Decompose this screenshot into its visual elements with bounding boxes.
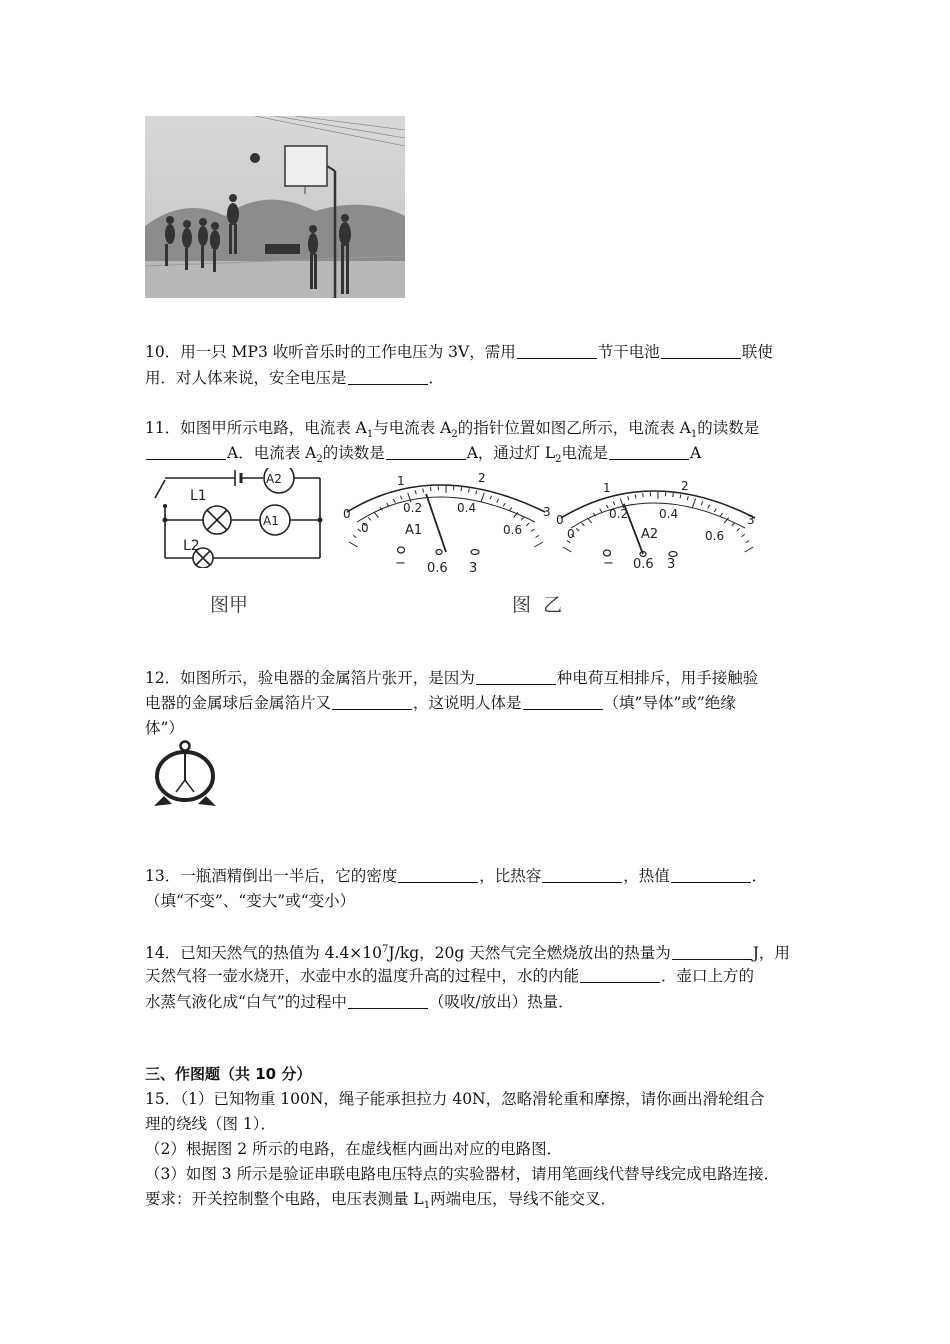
m1-b0: 0 bbox=[343, 507, 351, 521]
meter-tick bbox=[400, 496, 402, 500]
q14-sup: 7 bbox=[382, 944, 389, 955]
label-l2: L2 bbox=[183, 538, 200, 554]
q14-text-d: 天然气将一壶水烧开，水壶中水的温度升高的过程中，水的内能 bbox=[145, 967, 580, 985]
q12-blank-1[interactable] bbox=[476, 667, 556, 685]
q13-blank-3[interactable] bbox=[671, 865, 751, 883]
q10-blank-3[interactable] bbox=[348, 367, 428, 385]
q11-text-f: 的读数是 bbox=[322, 444, 385, 462]
meter-tick bbox=[536, 535, 539, 537]
q14-text-g: （吸收/放出）热量． bbox=[428, 993, 574, 1011]
ammeter-a2-dial bbox=[555, 474, 765, 584]
electroscope-figure bbox=[150, 738, 220, 810]
m1-b1: 1 bbox=[397, 474, 405, 488]
label-a2: A2 bbox=[266, 472, 282, 486]
q14-line2 bbox=[145, 964, 754, 988]
m1-b2: 2 bbox=[478, 471, 486, 485]
meter-tick bbox=[673, 493, 674, 497]
label-a1: A1 bbox=[263, 514, 279, 528]
meter-tick bbox=[349, 542, 358, 547]
meter-tick bbox=[534, 542, 543, 547]
q12-blank-3[interactable] bbox=[523, 692, 603, 710]
meter-tick bbox=[415, 490, 416, 494]
q11-text-d: 的读数是 bbox=[697, 419, 760, 437]
caption-yi: 图 乙 bbox=[512, 594, 563, 616]
q15-line4: （3）如图 3 所示是验证串联电路电压特点的实验器材，请用笔画线代替导线完成电路连接． bbox=[145, 1165, 780, 1183]
q11-text-e: A．电流表 A bbox=[227, 444, 317, 462]
m2-b0: 0 bbox=[556, 513, 564, 527]
meter-tick bbox=[526, 523, 529, 526]
q15-sub: 1 bbox=[423, 1200, 431, 1212]
q15-line1: 15．（1）已知物重 100N，绳子能承担拉力 40N，忽略滑轮重和摩擦，请你画出滑轮组合 bbox=[145, 1090, 765, 1108]
q15-text-b: 两端电压，导线不能交叉． bbox=[430, 1190, 617, 1208]
meter-tick bbox=[708, 505, 710, 509]
meter-tick bbox=[745, 547, 754, 552]
q14-blank-3[interactable] bbox=[348, 991, 428, 1009]
q13-text-c: ，热值 bbox=[623, 867, 670, 885]
q11-blank-3[interactable] bbox=[609, 442, 689, 460]
meter1-needle bbox=[426, 494, 446, 552]
m1-term2: 3 bbox=[469, 561, 478, 576]
meter-tick bbox=[563, 547, 572, 552]
label-l1: L1 bbox=[190, 488, 207, 504]
m2-term1: 0.6 bbox=[633, 557, 654, 572]
q11-sub-1: 1 bbox=[366, 429, 374, 441]
q11-blank-1[interactable] bbox=[146, 442, 226, 460]
meter-tick bbox=[393, 499, 395, 503]
q11-sub-3: 1 bbox=[690, 429, 698, 441]
meter-tick bbox=[497, 499, 499, 503]
m1-t02: 0.2 bbox=[403, 501, 423, 515]
q13-line2: （填“不变”、“变大”或“变小） bbox=[145, 892, 356, 910]
m1-b3: 3 bbox=[543, 505, 551, 519]
meter-tick bbox=[481, 493, 484, 502]
q14-blank-1[interactable] bbox=[672, 942, 752, 960]
m2-b3: 3 bbox=[747, 513, 755, 527]
q15-text-a: 要求：开关控制整个电路，电压表测量 L bbox=[145, 1190, 424, 1208]
meter-tick bbox=[374, 512, 378, 517]
meter-tick bbox=[503, 503, 505, 506]
m2-t04: 0.4 bbox=[659, 507, 679, 521]
m1-t06: 0.6 bbox=[503, 523, 523, 537]
meter-tick bbox=[680, 494, 681, 498]
m2-b2: 2 bbox=[681, 479, 689, 493]
q10-text-c: 联使 bbox=[741, 343, 773, 361]
meter-tick bbox=[720, 513, 722, 516]
q14-blank-2[interactable] bbox=[580, 965, 660, 983]
m1-t0: 0 bbox=[361, 521, 369, 535]
meter-tick bbox=[387, 503, 389, 506]
q11-text-a: 11．如图甲所示电路，电流表 A bbox=[145, 419, 367, 437]
q14-line3 bbox=[145, 990, 574, 1014]
meter-tick bbox=[732, 523, 735, 526]
meter-tick bbox=[628, 496, 629, 500]
meter-tick bbox=[521, 517, 524, 520]
q10-text-b: 节干电池 bbox=[597, 343, 660, 361]
q14-text-f: 水蒸气液化成“白气”的过程中 bbox=[145, 993, 347, 1011]
m2-b1: 1 bbox=[603, 481, 611, 495]
q12-blank-2[interactable] bbox=[332, 692, 412, 710]
q14-text-a: 14．已知天然气的热值为 4.4×10 bbox=[145, 944, 383, 963]
meter-tick bbox=[423, 488, 424, 492]
q10-blank-2[interactable] bbox=[661, 341, 741, 359]
m1-t04: 0.4 bbox=[457, 501, 477, 515]
q10-line1 bbox=[145, 340, 773, 364]
q10-text-a: 10．用一只 MP3 收听音乐时的工作电压为 3V，需用 bbox=[145, 343, 516, 361]
q13-text-a: 13．一瓶酒精倒出一半后，它的密度 bbox=[145, 867, 398, 885]
m2-minus: − bbox=[603, 556, 614, 571]
q10-line2 bbox=[145, 366, 444, 390]
q11-sub-5: 2 bbox=[555, 454, 562, 466]
m2-t0: 0 bbox=[567, 527, 575, 541]
q11-text-b: 与电流表 A bbox=[373, 419, 452, 437]
q14-text-e: ．壶口上方的 bbox=[661, 967, 755, 985]
meter-tick bbox=[576, 528, 579, 531]
q12-text-c: 电器的金属球后金属箔片又 bbox=[145, 694, 332, 712]
meter-tick bbox=[353, 535, 356, 537]
meter-tick bbox=[490, 496, 492, 500]
basketball-photo bbox=[145, 116, 405, 298]
q11-blank-2[interactable] bbox=[386, 442, 466, 460]
meter-tick bbox=[643, 493, 644, 497]
m2-name: A2 bbox=[641, 527, 659, 542]
q11-sub-4: 2 bbox=[316, 454, 323, 466]
meter-tick bbox=[587, 518, 591, 523]
q13-text-d: ． bbox=[751, 867, 768, 885]
meter-tick bbox=[613, 502, 615, 506]
q13-blank-2[interactable] bbox=[542, 865, 622, 883]
meter-tick bbox=[606, 505, 608, 509]
meter-tick bbox=[635, 494, 636, 498]
q10-blank-1[interactable] bbox=[517, 341, 597, 359]
m1-name: A1 bbox=[405, 523, 423, 538]
m1-minus: − bbox=[395, 556, 406, 571]
q13-text-b: ，比热容 bbox=[479, 867, 542, 885]
m1-term1: 0.6 bbox=[427, 561, 448, 576]
meter-tick bbox=[742, 534, 745, 536]
q13-line1 bbox=[145, 864, 767, 888]
q11-text-g: A，通过灯 L bbox=[466, 444, 556, 462]
ammeter-a1-dial bbox=[335, 470, 560, 580]
q12-line2 bbox=[145, 691, 736, 715]
q14-line1 bbox=[145, 938, 790, 965]
q12-text-e: （填”导体”或”绝缘 bbox=[603, 694, 736, 712]
meter-tick bbox=[737, 528, 740, 531]
q10-text-e: ． bbox=[428, 369, 445, 387]
q13-blank-1[interactable] bbox=[398, 865, 478, 883]
meter-tick bbox=[687, 496, 688, 500]
q15-line2: 理的绕线（图 1）． bbox=[145, 1115, 277, 1133]
meter-tick bbox=[476, 490, 477, 494]
meter-tick bbox=[600, 509, 602, 512]
q12-text-d: ，这说明人体是 bbox=[413, 694, 522, 712]
circuit-diagram-jia bbox=[145, 468, 330, 568]
m2-term2: 3 bbox=[667, 557, 676, 572]
caption-jia: 图甲 bbox=[210, 594, 249, 616]
q11-text-c: 的指针位置如图乙所示，电流表 A bbox=[457, 419, 691, 437]
q14-text-b: J/kg，20g 天然气完全燃烧放出的热量为 bbox=[388, 944, 671, 963]
meter-tick bbox=[468, 488, 469, 492]
m2-t02: 0.2 bbox=[609, 507, 629, 521]
meter-tick bbox=[531, 529, 534, 531]
meter-tick bbox=[461, 487, 462, 491]
meter-tick bbox=[746, 540, 749, 542]
meter-tick bbox=[714, 509, 716, 512]
meter-tick bbox=[701, 502, 703, 506]
q10-text-d: 用．对人体来说，安全电压是 bbox=[145, 369, 347, 387]
q11-sub-2: 2 bbox=[451, 429, 458, 441]
q12-text-b: 种电荷互相排斥，用手接触验 bbox=[556, 669, 759, 687]
q12-line3: 体”） bbox=[145, 719, 184, 737]
meter-tick bbox=[692, 499, 695, 508]
meter-tick bbox=[509, 507, 511, 510]
meter-tick bbox=[368, 517, 371, 520]
q15-line5 bbox=[145, 1187, 616, 1218]
section-3-title: 三、作图题（共 10 分） bbox=[145, 1065, 312, 1083]
q12-line1 bbox=[145, 666, 758, 690]
meter-tick bbox=[582, 523, 585, 526]
m2-t06: 0.6 bbox=[705, 529, 725, 543]
q11-text-i: A bbox=[690, 444, 702, 462]
q15-line3: （2）根据图 2 所示的电路，在虚线框内画出对应的电路图． bbox=[145, 1140, 563, 1158]
meter-tick bbox=[430, 487, 431, 491]
q14-text-c: J，用 bbox=[752, 944, 790, 963]
q12-text-a: 12．如图所示，验电器的金属箔片张开，是因为 bbox=[145, 669, 475, 687]
q11-text-h: 电流是 bbox=[561, 444, 609, 462]
